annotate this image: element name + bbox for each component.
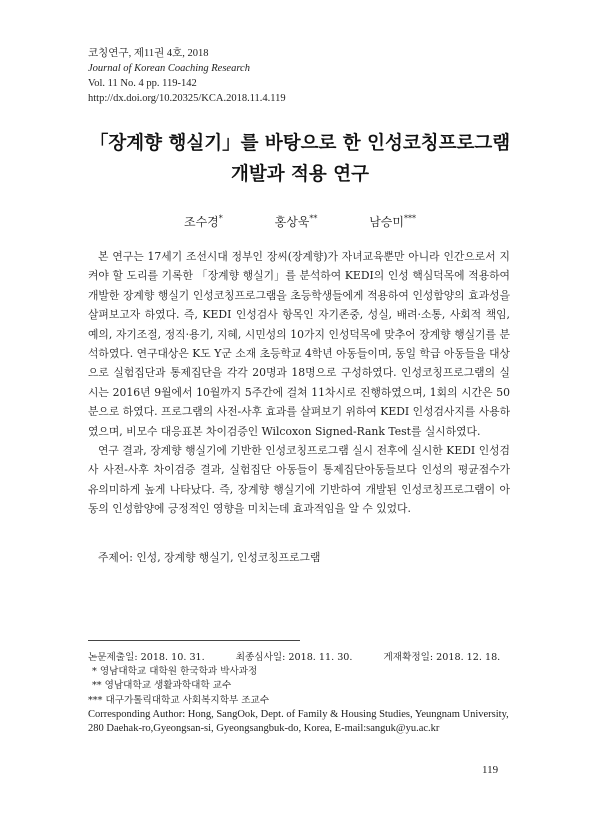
abstract [88,247,510,519]
volume-pages: Vol. 11 No. 4 pp. 119-142 [88,78,197,89]
footnote-divider [88,640,300,641]
submission-dates [88,651,518,665]
journal-issue-line: 코칭연구, 제11권 4호, 2018 [88,48,209,59]
title-line-1: 「장계향 행실기」를 바탕으로 한 인성코칭프로그램 [89,133,511,154]
author-name: 조수경 [184,215,219,229]
author-mark: * [218,214,223,223]
corresponding-author-line-1: Corresponding Author: Hong, SangOok, Dept. of Family & Housing Studies, Yeungnam University, [88,708,509,720]
author-list [0,213,600,230]
author-name: 홍상욱 [274,215,310,229]
title-line-2: 개발과 적용 연구 [231,164,369,185]
author-mark: ** [309,214,318,223]
journal-header [88,46,286,106]
doi-link[interactable]: http://dx.doi.org/10.20325/KCA.2018.11.4.119 [88,93,286,104]
author [369,213,416,230]
affiliation-2: ** 영남대학교 생활과학대학 교수 [92,680,232,692]
abstract-paragraph-1: 본 연구는 17세기 조선시대 정부인 장씨(장계향)가 자녀교육뿐만 아니라 인간으로서 지켜야 할 도리를 기록한 「장계향 행실기」를 분석하여 KEDI의 인성 핵심덕목에 적용하여 개발한 장계향 행실기 인성코칭프로그램을 초등학생들에게 적용하여 인성함양의 효과성을 살펴보고자 하였다. 즉, KEDI 인성검사 항목인 자기존중, 성실, 배려·소통, 사회적 책임, 예의, 자기조절, 정직·용기, 지혜, 시민성의 10가지 인성덕목에 맞추어 장계향 행실기를 분석하였다. 연구대상은 K도 Y군 소재 초등학교 4학년 아동들이며, 동일 학급 아동들을 대상으로 실험집단과 통제집단을 각각 20명과 18명으로 구성하였다. 인성코칭프로그램의 실시는 2016년 9월에서 10월까지 5주간에 걸쳐 11차시로 진행하였으며, 1회의 시간은 50분으로 하였다. 프로그램의 사전-사후 효과를 살펴보기 위하여 KEDI 인성검사지를 사용하였으며, 비모수 대응표본 차이검증인 Wilcoxon Signed-Rank Test를 실시하였다. [88,250,510,438]
author-mark: *** [404,214,416,223]
author [184,213,223,230]
author [275,213,318,230]
author-name: 남승미 [369,215,404,229]
corresponding-author-line-2: 280 Daehak-ro,Gyeongsan-si, Gyeongsangbuk-do, Korea, E-mail:sanguk@yu.ac.kr [88,723,440,735]
date-submitted: 논문제출일: 2018. 10. 31. [88,652,205,663]
date-reviewed: 최종심사일: 2018. 11. 30. [235,652,353,663]
paper-title [0,128,600,190]
page-number: 119 [482,764,499,776]
affiliation-3: *** 대구가톨릭대학교 사회복지학부 조교수 [88,694,270,706]
affiliation-1: * 영남대학교 대학원 한국학과 박사과정 [92,666,258,678]
footnotes [88,651,518,736]
journal-title: Journal of Korean Coaching Research [88,63,250,74]
keywords: 주제어: 인성, 장계향 행실기, 인성코칭프로그램 [98,551,321,564]
date-accepted: 게재확정일: 2018. 12. 18. [383,652,501,663]
abstract-paragraph-2: 연구 결과, 장계향 행실기에 기반한 인성코칭프로그램 실시 전후에 실시한 KEDI 인성검사 사전-사후 차이검증 결과, 실험집단 아동들이 통제집단아동들보다 인성의 평균점수가 유의미하게 높게 나타났다. 즉, 장계향 행실기에 기반하여 개발된 인성코칭프로그램이 아동의 인성함양에 긍정적인 영향을 미치는데 효과적임을 알 수 있었다. [88,444,510,516]
